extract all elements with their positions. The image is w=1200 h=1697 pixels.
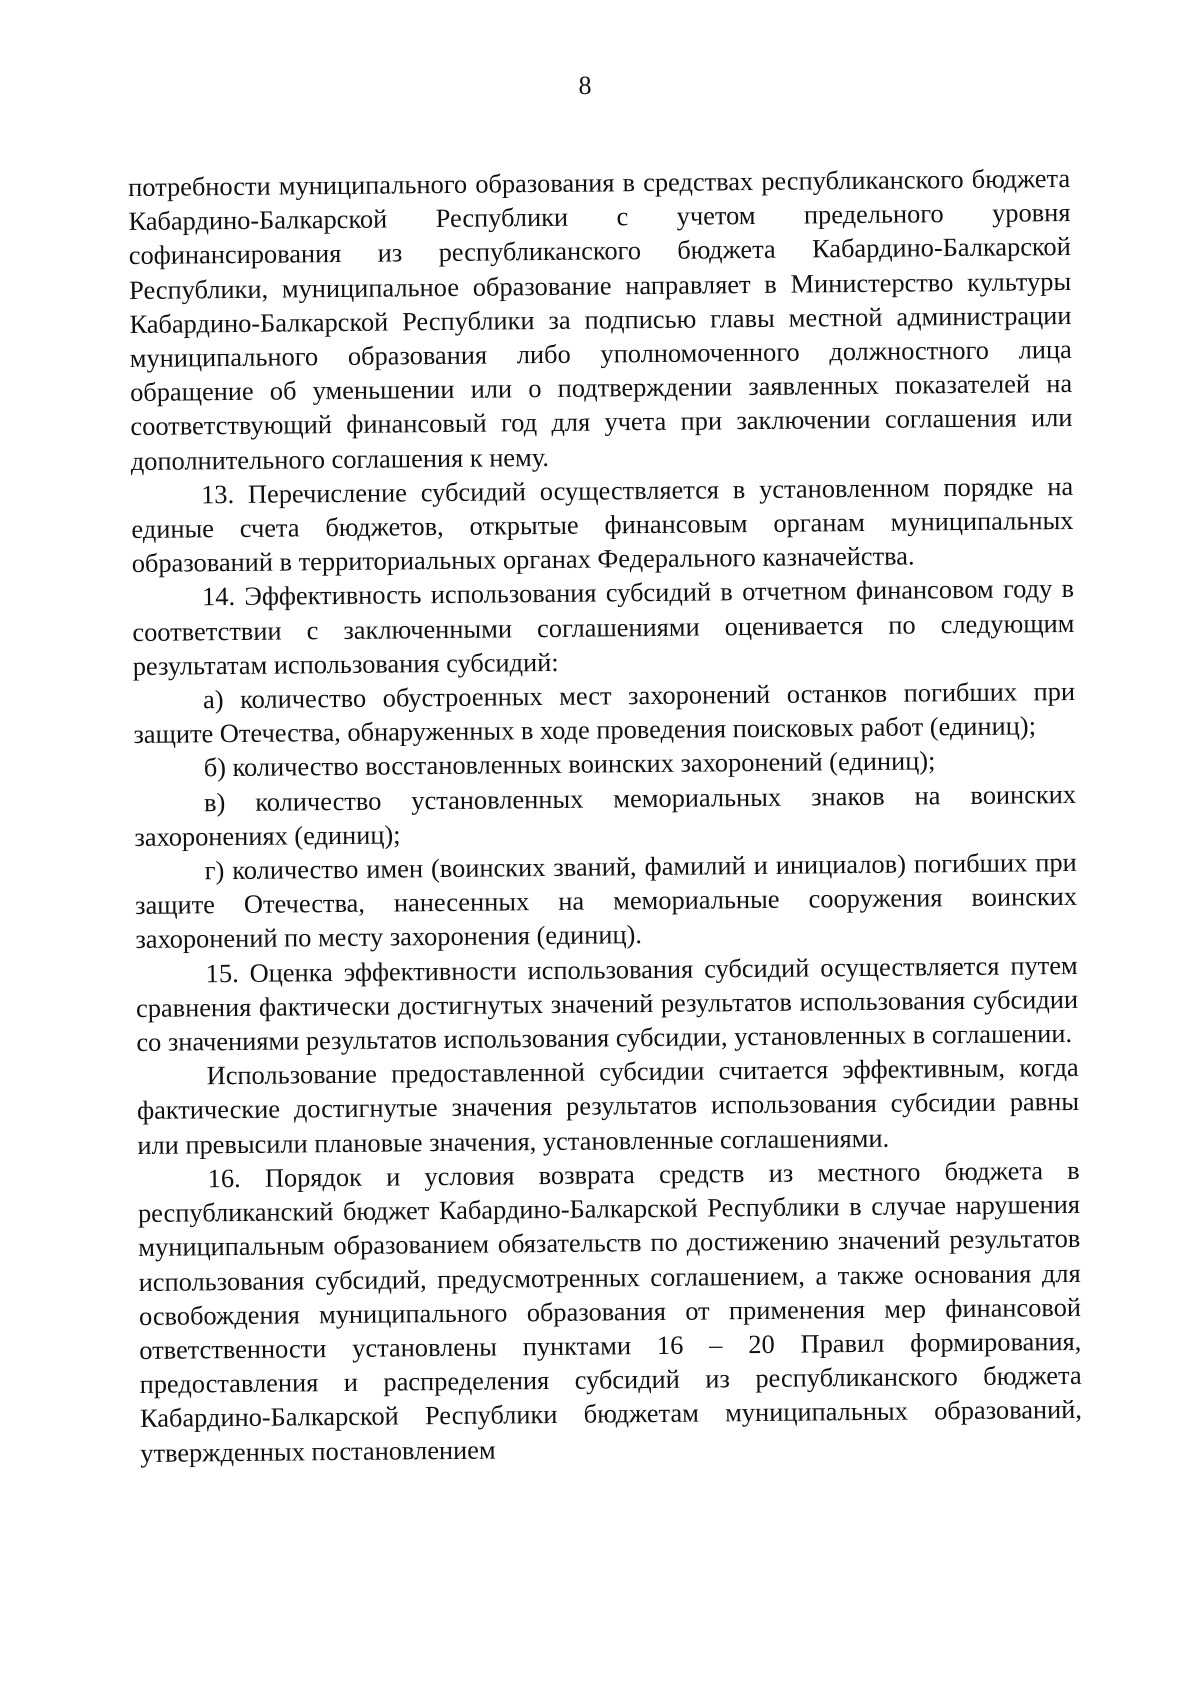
- paragraph-14-a: а) количество обустроенных мест захоронений останков погибших при защите Отечества, обнаруженных в ходе проведения поисковых работ (единиц);: [133, 675, 1076, 750]
- paragraph-13: 13. Перечисление субсидий осуществляется в установленном порядке на единые счета бюджетов, открытые финансовым органам муниципальных образований в территориальных органах Федерального казначейства.: [131, 470, 1074, 579]
- paragraph-16: 16. Порядок и условия возврата средств из местного бюджета в республиканский бюджет Кабардино-Балкарской Республики в случае нарушения муниципальным образованием обязательств по достижению значений результатов использования субсидий, предусмотренных соглашением, а также основания для освобождения муниципального образования от применения мер финансовой ответственности установлены пунктами 16 – 20 Правил формирования, предоставления и распределения субсидий из республиканского бюджета Кабардино-Балкарской Республики бюджетам муниципальных образований, утвержденных постановлением: [137, 1154, 1083, 1468]
- paragraph-14-b: б) количество восстановленных воинских захоронений (единиц);: [203, 745, 936, 783]
- paragraph-14-g: г) количество имен (воинских званий, фамилий и инициалов) погибших при защите Отечества, нанесенных на мемориальные сооружения воинских захоронений по месту захоронения (единиц).: [134, 846, 1078, 955]
- paragraph-15: 15. Оценка эффективности использования субсидий осуществляется путем сравнения фактически достигнутых значений результатов использования субсидии со значениями результатов использования субсидии, установленных в соглашении.: [135, 949, 1079, 1058]
- paragraph-continuation: потребности муниципального образования в средствах республиканского бюджета Кабардино-Балкарской Республики с учетом предельного уровня софинансирования из республиканского бюджета Кабардино-Балкарской Республики, муниципальное образование направляет в Министерство культуры Кабардино-Балкарской Республики за подписью главы местной администрации муниципального образования либо уполномоченного должностного лица обращение об уменьшении или о подтверждении заявленных показателей на соответствующий финансовый год для учета при заключении соглашения или дополнительного соглашения к нему.: [128, 162, 1073, 476]
- paragraph-15-effectiveness: Использование предоставленной субсидии считается эффективным, когда фактические достигнутые значения результатов использования субсидии равны или превысили плановые значения, установленные соглашениями.: [136, 1052, 1080, 1160]
- paragraph-14-v: в) количество установленных мемориальных знаков на воинских захоронениях (единиц);: [134, 778, 1077, 852]
- document-body: [128, 161, 1082, 1470]
- paragraph-14: 14. Эффективность использования субсидий в отчетном финансовом году в соответствии с заключенными соглашениями оценивается по следующим результатам использования субсидий:: [132, 573, 1075, 681]
- page-number: 8: [578, 71, 592, 100]
